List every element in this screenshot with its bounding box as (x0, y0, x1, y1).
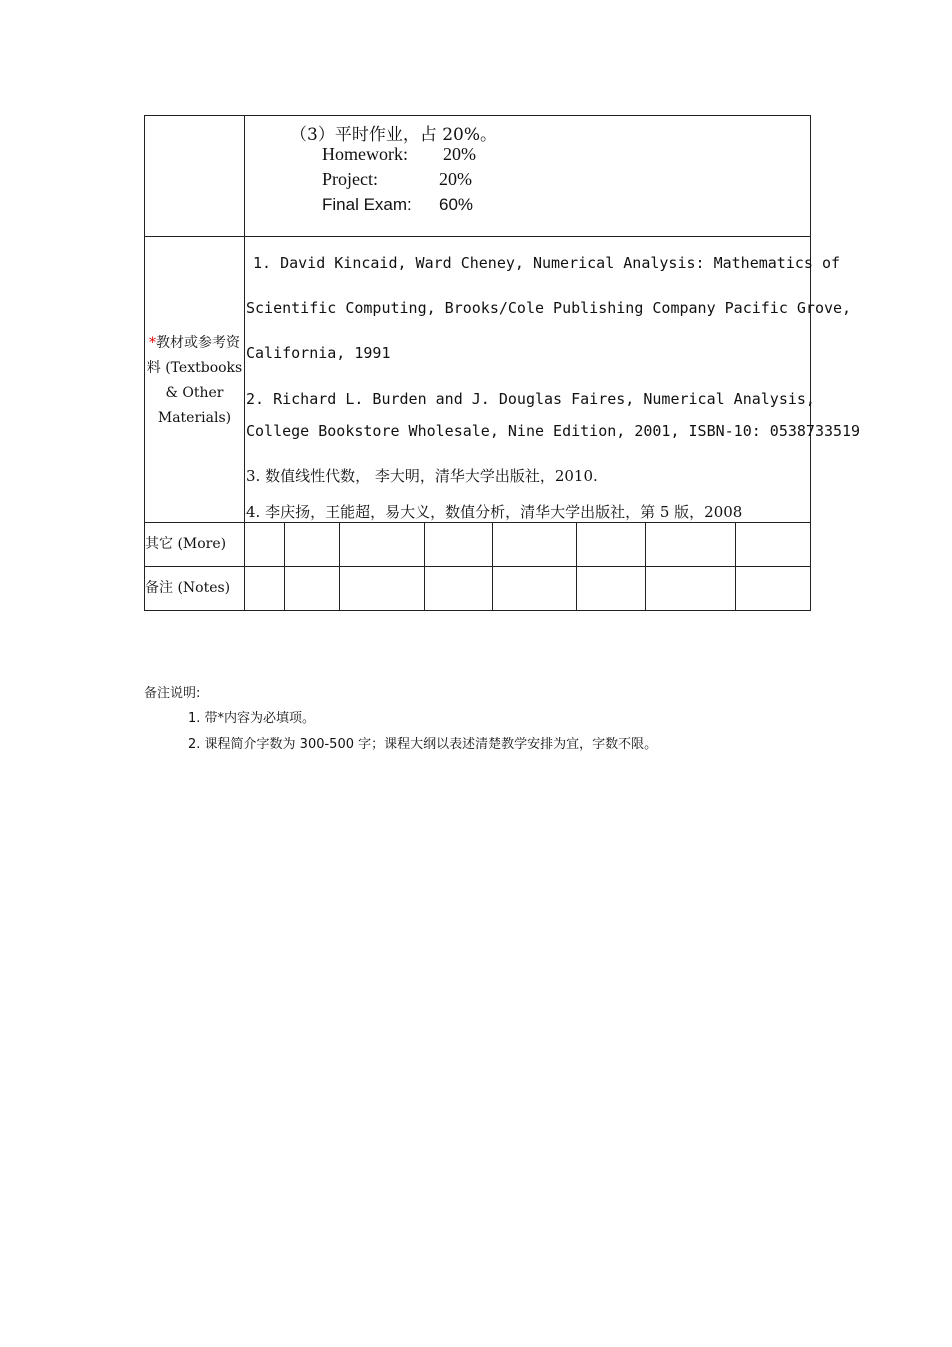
grading-final-value: 60% (439, 195, 474, 214)
grid-divider (492, 522, 493, 610)
grading-homework-note: （3）平时作业，占 20%。 (290, 125, 498, 145)
footnote-title: 备注说明: (144, 686, 201, 701)
reference-2-line2: College Bookstore Wholesale, Nine Edition, 2001, ISBN-10: 0538733519 (246, 422, 861, 440)
reference-3: 3. 数值线性代数， 李大明，清华大学出版社，2010. (246, 467, 598, 485)
grid-divider (284, 522, 285, 610)
grading-final-row (322, 195, 412, 215)
grading-homework-row (322, 144, 408, 165)
textbooks-label (145, 331, 244, 431)
grading-homework-label: Homework: (322, 144, 408, 164)
notes-row-label: 备注 (Notes) (145, 580, 231, 596)
grading-project-label: Project: (322, 169, 378, 189)
grading-final-label: Final Exam: (322, 195, 412, 214)
textbooks-label-line2: 料 (Textbooks (146, 360, 243, 376)
reference-2-line1: 2. Richard L. Burden and J. Douglas Faires, Numerical Analysis, (246, 390, 815, 408)
grading-project-row (322, 169, 378, 190)
grid-divider (735, 522, 736, 610)
grading-homework-value: 20% (443, 144, 476, 164)
grid-divider (424, 522, 425, 610)
grid-divider (339, 522, 340, 610)
reference-1-line2: Scientific Computing, Brooks/Cole Publishing Company Pacific Grove, (246, 299, 852, 317)
textbooks-label-line1: 教材或参考资 (156, 335, 240, 351)
table-label-column-divider (244, 115, 245, 611)
required-star: * (149, 335, 156, 351)
footnote-item-2: 2. 课程简介字数为 300-500 字；课程大纲以表述清楚教学安排为宜，字数不限。 (188, 737, 658, 752)
textbooks-label-line4: Materials) (157, 410, 232, 426)
textbooks-label-line3: & Other (165, 385, 224, 401)
grid-divider (576, 522, 577, 610)
reference-4: 4. 李庆扬，王能超，易大义，数值分析，清华大学出版社，第 5 版，2008 (246, 503, 743, 521)
more-row-label: 其它 (More) (145, 536, 227, 552)
footnote-item-1: 1. 带*内容为必填项。 (188, 711, 316, 726)
grading-project-value: 20% (439, 169, 472, 189)
reference-1-line3: California, 1991 (246, 344, 391, 362)
grid-divider (645, 522, 646, 610)
table-border-right (810, 115, 811, 611)
reference-1-line1: 1. David Kincaid, Ward Cheney, Numerical Analysis: Mathematics of (253, 254, 840, 272)
